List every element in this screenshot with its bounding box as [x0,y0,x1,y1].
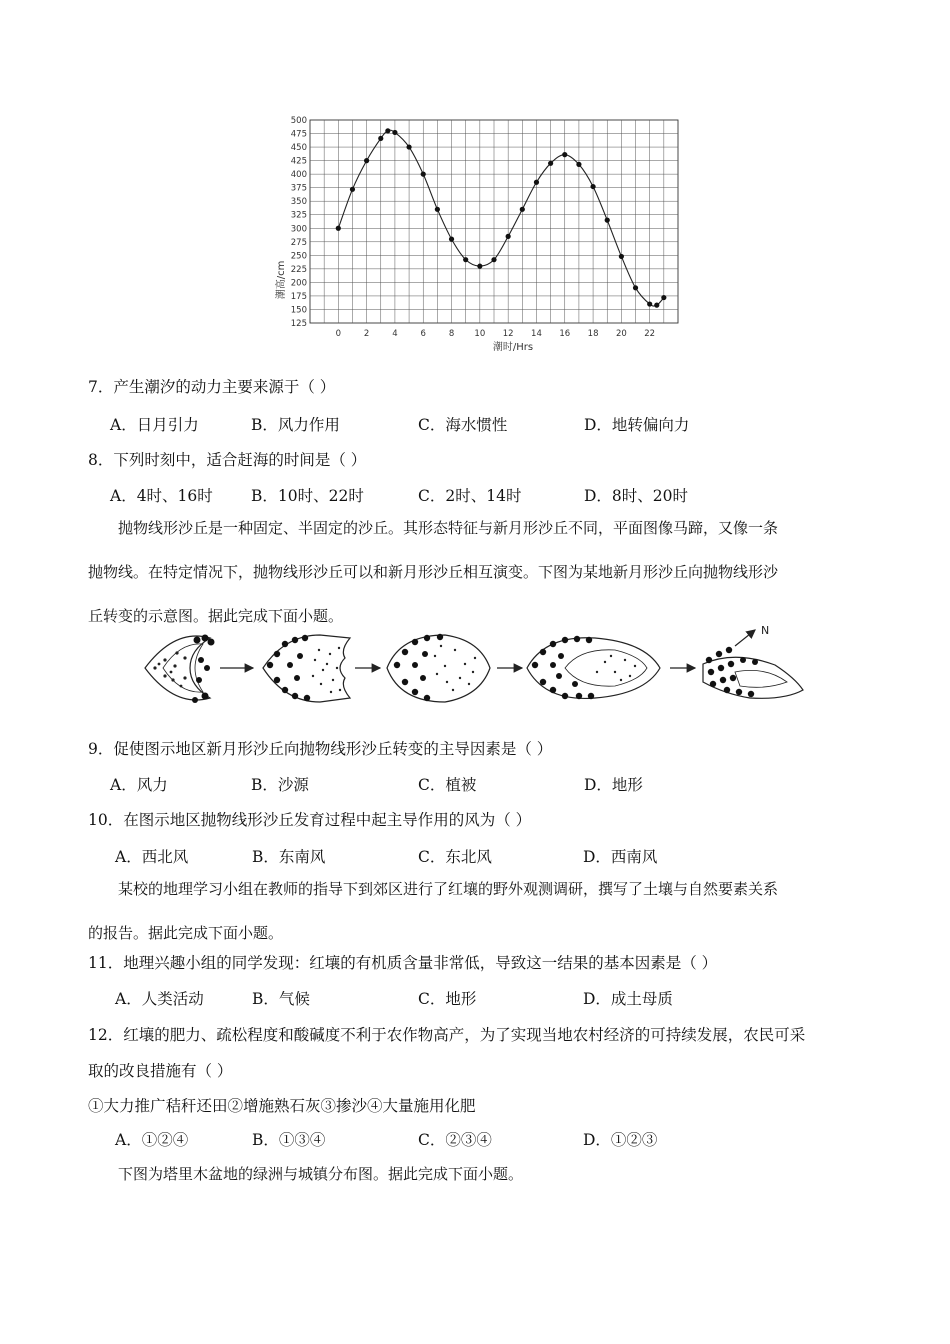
q8-option-d[interactable]: D．8时、20时 [584,487,689,505]
passage-dunes-line-2: 抛物线。在特定情况下，抛物线形沙丘可以和新月形沙丘相互演变。下图为某地新月形沙丘向抛物线形沙 [88,563,779,581]
q11-option-d[interactable]: D．成土母质 [583,990,673,1008]
y-tick-label: 425 [290,156,307,167]
tide-data-point [463,257,468,262]
passage-dunes-line-1: 抛物线形沙丘是一种固定、半固定的沙丘。其形态特征与新月形沙丘不同，平面图像马蹄，又像一条 [118,519,779,537]
y-tick-label: 500 [290,116,307,126]
y-tick-label: 200 [290,278,307,289]
x-tick-label: 0 [335,329,342,339]
y-tick-label: 225 [290,264,307,275]
chart-y-ticks [291,116,307,329]
q8-option-c[interactable]: C．2时、14时 [418,487,522,505]
q7-option-a[interactable]: A．日月引力 [110,416,199,434]
q10-option-b[interactable]: B．东南风 [252,848,326,866]
tide-data-point [385,128,390,133]
q11-option-c[interactable]: C．地形 [418,990,477,1008]
tide-data-point [576,162,581,167]
tide-data-point [633,285,638,290]
tide-data-point [661,295,666,300]
question-12-options [115,1128,657,1150]
y-axis-label: 潮高/cm [276,260,287,300]
q11-option-a[interactable]: A．人类活动 [115,990,204,1008]
y-tick-label: 475 [290,129,307,140]
y-tick-label: 250 [290,251,307,262]
passage-red-soil-line-1: 某校的地理学习小组在教师的指导下到郊区进行了红壤的野外观测调研，撰写了土壤与自然要素关系 [118,880,779,898]
tide-data-point [654,303,659,308]
question-10-options [115,845,657,867]
question-11-options [115,987,673,1009]
y-tick-label: 350 [290,197,307,208]
y-tick-label: 150 [290,305,307,316]
question-8-stem: 8．下列时刻中，适合赶海的时间是（ ） [88,451,367,469]
x-tick-label: 10 [474,329,486,339]
tide-data-point [605,218,610,223]
tide-data-point [406,144,411,149]
tide-data-point [378,136,383,141]
q12-option-a[interactable]: A．①②④ [115,1131,189,1149]
y-tick-label: 175 [290,291,307,302]
tide-data-point [491,257,496,262]
dune-transformation-figure [135,620,815,720]
x-axis-label: 潮时/Hrs [492,342,534,353]
passage-red-soil-line-2: 的报告。据此完成下面小题。 [88,924,284,942]
x-tick-label: 2 [363,329,370,339]
tide-data-point [449,236,454,241]
tide-data-point [421,172,426,177]
y-tick-label: 300 [290,224,307,235]
dune-stage-1 [145,635,215,704]
tide-data-point [647,301,652,306]
question-12-stem-line-2: 取的改良措施有（ ） [88,1062,233,1080]
x-tick-label: 8 [448,329,455,339]
dune-stage-2 [263,635,350,702]
q10-option-d[interactable]: D．西南风 [583,848,658,866]
y-tick-label: 275 [290,237,307,248]
question-9-options [110,773,643,795]
x-tick-label: 4 [392,329,398,339]
tide-data-point [548,161,553,166]
y-tick-label: 450 [290,143,307,154]
x-tick-label: 20 [615,329,627,339]
tide-data-point [534,180,539,185]
chart-x-ticks [336,329,656,339]
q9-option-d[interactable]: D．地形 [584,776,643,794]
tide-data-point [392,130,397,135]
question-11-stem: 11．地理兴趣小组的同学发现：红壤的有机质含量非常低，导致这一结果的基本因素是（ ） [88,954,718,972]
tide-data-point [364,158,369,163]
q10-option-a[interactable]: A．西北风 [115,848,189,866]
q8-option-b[interactable]: B．10时、22时 [251,487,364,505]
y-tick-label: 375 [290,183,307,194]
q12-option-b[interactable]: B．①③④ [252,1131,326,1149]
tide-data-point [619,254,624,259]
tide-chart [270,110,690,355]
dune-stage-4 [527,636,660,699]
q12-option-d[interactable]: D．①②③ [583,1131,658,1149]
question-8-options [110,484,688,506]
q7-option-b[interactable]: B．风力作用 [251,416,340,434]
y-tick-label: 400 [290,170,307,181]
tide-data-point [562,152,567,157]
q9-option-c[interactable]: C．植被 [418,776,477,794]
dune-stage-5 [703,624,803,698]
tide-curve [338,130,664,306]
q11-option-b[interactable]: B．气候 [252,990,310,1008]
passage-tarim: 下图为塔里木盆地的绿洲与城镇分布图。据此完成下面小题。 [118,1165,524,1183]
dune-stage-3 [387,634,490,702]
q8-option-a[interactable]: A．4时、16时 [110,487,213,505]
passage-dunes [88,506,863,638]
x-tick-label: 18 [587,329,599,339]
q7-option-c[interactable]: C．海水惯性 [418,416,508,434]
x-tick-label: 14 [531,329,542,339]
tide-data-point [477,264,482,269]
x-tick-label: 22 [644,329,656,339]
question-7-stem: 7．产生潮汐的动力主要来源于（ ） [88,378,336,396]
chart-grid [310,120,678,323]
question-10-stem: 10．在图示地区抛物线形沙丘发育过程中起主导作用的风为（ ） [88,811,532,829]
tide-data-point [506,234,511,239]
tide-data-point [520,207,525,212]
q9-option-a[interactable]: A．风力 [110,776,168,794]
x-tick-label: 6 [420,329,426,339]
x-tick-label: 12 [502,329,514,339]
north-label: N [761,624,770,637]
y-tick-label: 325 [290,210,307,221]
tide-points [336,128,667,308]
question-12-items: ①大力推广秸秆还田②增施熟石灰③掺沙④大量施用化肥 [88,1097,476,1115]
passage-dunes-line-3: 丘转变的示意图。据此完成下面小题。 [88,607,344,625]
tide-data-point [590,184,595,189]
y-tick-label: 125 [290,319,307,329]
passage-red-soil [88,867,863,955]
q12-option-c[interactable]: C．②③④ [418,1131,492,1149]
x-tick-label: 16 [559,329,571,339]
q7-option-d[interactable]: D．地转偏向力 [584,416,690,434]
tide-data-point [336,226,341,231]
tide-data-point [350,187,355,192]
question-12-stem-line-1: 12．红壤的肥力、疏松程度和酸碱度不利于农作物高产，为了实现当地农村经济的可持续发展，农民可采 [88,1026,806,1044]
question-9-stem: 9．促使图示地区新月形沙丘向抛物线形沙丘转变的主导因素是（ ） [88,740,553,758]
tide-data-point [435,207,440,212]
question-7-options [110,413,689,435]
q10-option-c[interactable]: C．东北风 [418,848,492,866]
q9-option-b[interactable]: B．沙源 [251,776,309,794]
